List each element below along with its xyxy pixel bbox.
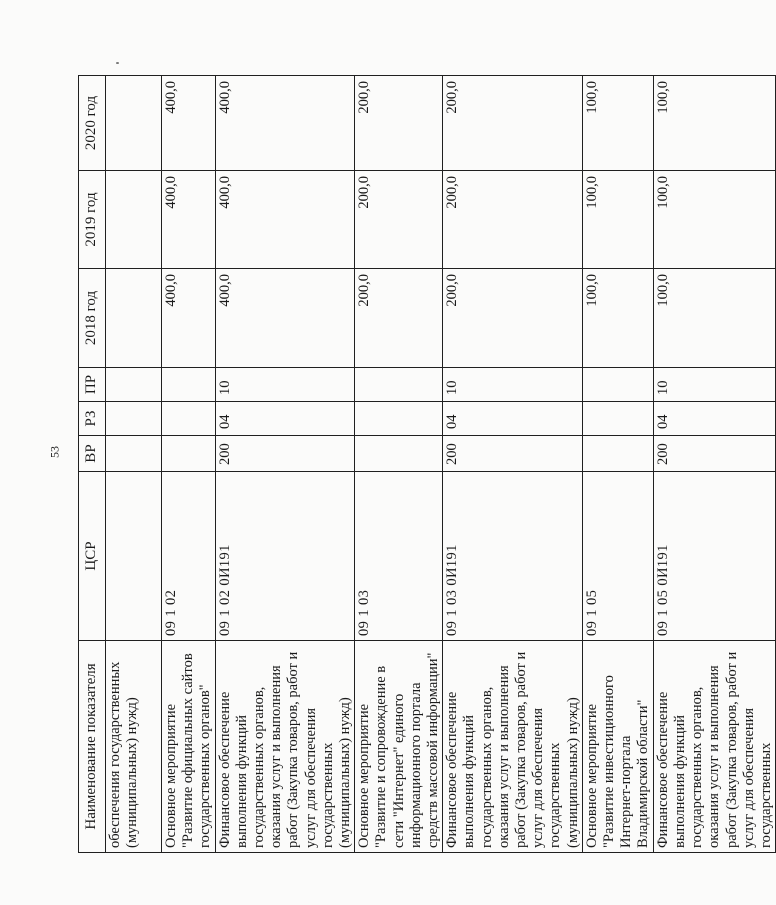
rz-cell	[582, 402, 653, 436]
header-rz: РЗ	[79, 402, 106, 436]
vr-cell: 200	[215, 436, 355, 472]
header-csr: ЦСР	[79, 472, 106, 641]
value-2018-cell	[106, 269, 162, 368]
budget-table	[78, 75, 776, 853]
pr-cell	[355, 368, 443, 402]
csr-cell	[106, 472, 162, 641]
table-row	[355, 76, 443, 853]
csr-cell: 09 1 03	[355, 472, 443, 641]
table-header-row	[79, 76, 106, 853]
csr-cell: 09 1 05 0И191	[653, 472, 775, 641]
table-row	[582, 76, 653, 853]
value-2018-cell: 200,0	[355, 269, 443, 368]
value-2020-cell: 100,0	[582, 76, 653, 171]
header-vr: ВР	[79, 436, 106, 472]
value-2018-cell: 400,0	[215, 269, 355, 368]
value-2020-cell: 400,0	[162, 76, 216, 171]
scan-dot	[116, 62, 119, 64]
table-row	[215, 76, 355, 853]
value-2019-cell	[106, 171, 162, 269]
indicator-name-cell: Финансовое обеспечение выполнения функций государственных органов, оказания услуг и выполнения работ (Закупка товаров, работ и услуг для обеспечения государственных (муниципальных) нужд)	[215, 641, 355, 853]
header-2019: 2019 год	[79, 171, 106, 269]
value-2019-cell: 200,0	[355, 171, 443, 269]
header-pr: ПР	[79, 368, 106, 402]
pr-cell	[162, 368, 216, 402]
value-2019-cell: 400,0	[162, 171, 216, 269]
pr-cell	[106, 368, 162, 402]
vr-cell	[106, 436, 162, 472]
vr-cell: 200	[653, 436, 775, 472]
indicator-name-cell: Основное мероприятие "Развитие инвестиционного Интернет-портала Владимирской области"	[582, 641, 653, 853]
rz-cell	[162, 402, 216, 436]
table-row	[443, 76, 583, 853]
rotated-budget-table	[78, 76, 774, 853]
vr-cell	[582, 436, 653, 472]
vr-cell	[355, 436, 443, 472]
value-2020-cell: 200,0	[443, 76, 583, 171]
vr-cell	[162, 436, 216, 472]
header-indicator-name: Наименование показателя	[79, 641, 106, 853]
value-2019-cell: 100,0	[653, 171, 775, 269]
pr-cell	[582, 368, 653, 402]
pr-cell: 10	[653, 368, 775, 402]
value-2020-cell: 400,0	[215, 76, 355, 171]
value-2020-cell	[106, 76, 162, 171]
indicator-name-cell: обеспечения государственных (муниципальных) нужд)	[106, 641, 162, 853]
value-2018-cell: 200,0	[443, 269, 583, 368]
pr-cell: 10	[443, 368, 583, 402]
rz-cell	[106, 402, 162, 436]
value-2018-cell: 100,0	[653, 269, 775, 368]
page-number: 53	[47, 446, 62, 458]
rz-cell: 04	[653, 402, 775, 436]
value-2019-cell: 200,0	[443, 171, 583, 269]
indicator-name-cell: Финансовое обеспечение выполнения функций государственных органов, оказания услуг и выполнения работ (Закупка товаров, работ и услуг для обеспечения государственных	[653, 641, 775, 853]
indicator-name-cell: Основное мероприятие "Развитие официальных сайтов государственных органов"	[162, 641, 216, 853]
csr-cell: 09 1 02	[162, 472, 216, 641]
value-2020-cell: 200,0	[355, 76, 443, 171]
csr-cell: 09 1 03 0И191	[443, 472, 583, 641]
header-2018: 2018 год	[79, 269, 106, 368]
table-row	[653, 76, 775, 853]
table-row	[106, 76, 162, 853]
header-2020: 2020 год	[79, 76, 106, 171]
value-2019-cell: 400,0	[215, 171, 355, 269]
indicator-name-cell: Основное мероприятие "Развитие и сопровождение в сети "Интернет" единого информационного портала средств массовой информации"	[355, 641, 443, 853]
csr-cell: 09 1 02 0И191	[215, 472, 355, 641]
value-2019-cell: 100,0	[582, 171, 653, 269]
indicator-name-cell: Финансовое обеспечение выполнения функций государственных органов, оказания услуг и выполнения работ (Закупка товаров, работ и услуг для обеспечения государственных (муниципальных) нужд)	[443, 641, 583, 853]
vr-cell: 200	[443, 436, 583, 472]
pr-cell: 10	[215, 368, 355, 402]
rz-cell	[355, 402, 443, 436]
value-2020-cell: 100,0	[653, 76, 775, 171]
table-row	[162, 76, 216, 853]
rz-cell: 04	[215, 402, 355, 436]
value-2018-cell: 100,0	[582, 269, 653, 368]
csr-cell: 09 1 05	[582, 472, 653, 641]
rz-cell: 04	[443, 402, 583, 436]
value-2018-cell: 400,0	[162, 269, 216, 368]
